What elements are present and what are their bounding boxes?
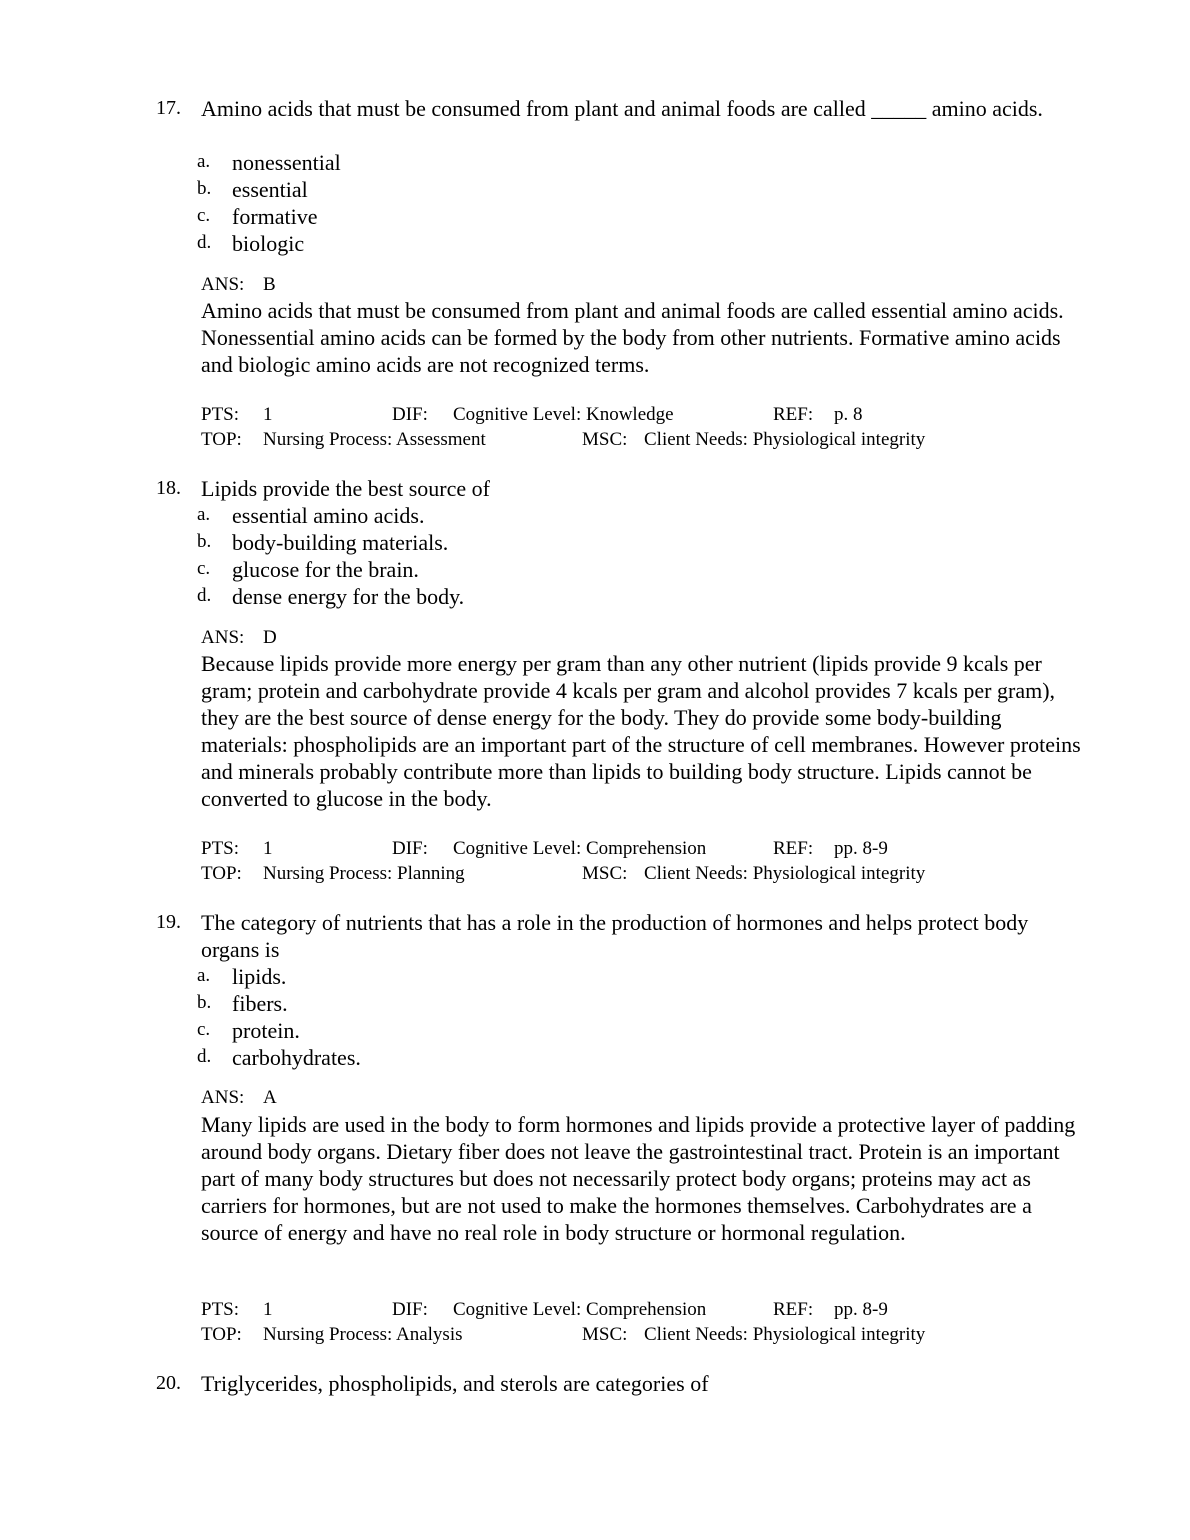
pts-value: 1 — [263, 838, 273, 859]
answer-value: B — [263, 274, 276, 295]
rationale: Amino acids that must be consumed from plant and animal foods are called essential amino acids. Nonessential amino acids can be formed by the body from other nutrients. Formative amino acids and biologic amino acids are not recognized terms. — [201, 298, 1064, 377]
ref-label: REF: — [773, 838, 814, 859]
option-letter: d. — [197, 585, 212, 606]
msc-label: MSC: — [582, 1324, 628, 1345]
option-a — [0, 149, 1190, 176]
option-letter: c. — [197, 558, 211, 579]
option-a — [0, 963, 1190, 990]
dif-value: Cognitive Level: Comprehension — [453, 838, 707, 859]
option-letter: b. — [197, 178, 212, 199]
option-c — [0, 556, 1190, 583]
top-label: TOP: — [201, 863, 242, 884]
question-text: Amino acids that must be consumed from plant and animal foods are called _____ amino acids. — [201, 96, 1043, 121]
option-text: dense energy for the body. — [232, 584, 465, 609]
top-label: TOP: — [201, 1324, 242, 1345]
answer-line — [201, 625, 277, 650]
metadata-18 — [0, 836, 1190, 886]
option-text: body-building materials. — [232, 530, 449, 555]
option-letter: a. — [197, 151, 211, 172]
pts-value: 1 — [263, 1299, 273, 1320]
question-text: Triglycerides, phospholipids, and sterols are categories of — [201, 1371, 709, 1396]
dif-value: Cognitive Level: Knowledge — [453, 404, 674, 425]
ref-label: REF: — [773, 1299, 814, 1320]
top-value: Nursing Process: Analysis — [263, 1324, 463, 1345]
answer-label: ANS: — [201, 627, 245, 648]
option-a — [0, 502, 1190, 529]
question-number: 20. — [156, 1372, 181, 1394]
option-letter: d. — [197, 1046, 212, 1067]
options-18 — [0, 502, 1190, 610]
answer-value: A — [263, 1087, 277, 1108]
ref-value: p. 8 — [834, 404, 863, 425]
question-number: 17. — [156, 97, 181, 119]
option-letter: a. — [197, 965, 211, 986]
metadata-17 — [0, 402, 1190, 452]
option-b — [0, 529, 1190, 556]
option-text: biologic — [232, 231, 305, 256]
answer-line — [201, 1085, 277, 1110]
options-19 — [0, 963, 1190, 1071]
msc-value: Client Needs: Physiological integrity — [644, 1324, 926, 1345]
pts-label: PTS: — [201, 838, 240, 859]
option-c — [0, 1017, 1190, 1044]
dif-label: DIF: — [392, 838, 428, 859]
option-letter: c. — [197, 1019, 211, 1040]
option-text: protein. — [232, 1018, 300, 1043]
rationale: Because lipids provide more energy per gram than any other nutrient (lipids provide 9 kcals per gram; protein and carbohydrate provide 4 kcals per gram and alcohol provides 7 kcals per gram), they are the best source of dense energy for the body. They do provide some body-building materials: phospholipids are an important part of the structure of cell membranes. However proteins and minerals probably contribute more than lipids to building body structure. Lipids cannot be converted to glucose in the body. — [201, 651, 1081, 811]
question-text: The category of nutrients that has a role in the production of hormones and helps protect body organs is — [201, 910, 1029, 962]
option-letter: b. — [197, 531, 212, 552]
option-d — [0, 230, 1190, 257]
option-text: essential amino acids. — [232, 503, 425, 528]
option-text: lipids. — [232, 964, 287, 989]
option-d — [0, 1044, 1190, 1071]
dif-label: DIF: — [392, 1299, 428, 1320]
pts-label: PTS: — [201, 404, 240, 425]
top-label: TOP: — [201, 429, 242, 450]
pts-value: 1 — [263, 404, 273, 425]
option-letter: c. — [197, 205, 211, 226]
option-text: essential — [232, 177, 308, 202]
pts-label: PTS: — [201, 1299, 240, 1320]
options-17 — [0, 149, 1190, 257]
dif-label: DIF: — [392, 404, 428, 425]
rationale: Many lipids are used in the body to form hormones and lipids provide a protective layer of padding around body organs. Dietary fiber does not leave the gastrointestinal tract. Protein is an important part of many body structures but does not necessarily protect body organs; proteins may act as carriers for hormones, but are not used to make the hormones themselves. Carbohydrates are a source of energy and have no real role in body structure or hormonal regulation. — [201, 1112, 1076, 1245]
top-value: Nursing Process: Assessment — [263, 429, 486, 450]
metadata-19 — [0, 1297, 1190, 1347]
option-letter: d. — [197, 232, 212, 253]
option-text: glucose for the brain. — [232, 557, 419, 582]
option-c — [0, 203, 1190, 230]
option-b — [0, 176, 1190, 203]
ref-value: pp. 8-9 — [834, 838, 888, 859]
top-value: Nursing Process: Planning — [263, 863, 465, 884]
msc-label: MSC: — [582, 863, 628, 884]
question-number: 18. — [156, 477, 181, 499]
option-text: formative — [232, 204, 318, 229]
option-d — [0, 583, 1190, 610]
option-text: nonessential — [232, 150, 341, 175]
dif-value: Cognitive Level: Comprehension — [453, 1299, 707, 1320]
answer-label: ANS: — [201, 1087, 245, 1108]
option-letter: a. — [197, 504, 211, 525]
msc-label: MSC: — [582, 429, 628, 450]
answer-label: ANS: — [201, 274, 245, 295]
question-text: Lipids provide the best source of — [201, 476, 490, 501]
option-text: carbohydrates. — [232, 1045, 361, 1070]
answer-value: D — [263, 627, 277, 648]
option-letter: b. — [197, 992, 212, 1013]
answer-line — [201, 272, 276, 297]
msc-value: Client Needs: Physiological integrity — [644, 863, 926, 884]
ref-label: REF: — [773, 404, 814, 425]
msc-value: Client Needs: Physiological integrity — [644, 429, 926, 450]
option-text: fibers. — [232, 991, 288, 1016]
question-number: 19. — [156, 911, 181, 933]
option-b — [0, 990, 1190, 1017]
ref-value: pp. 8-9 — [834, 1299, 888, 1320]
